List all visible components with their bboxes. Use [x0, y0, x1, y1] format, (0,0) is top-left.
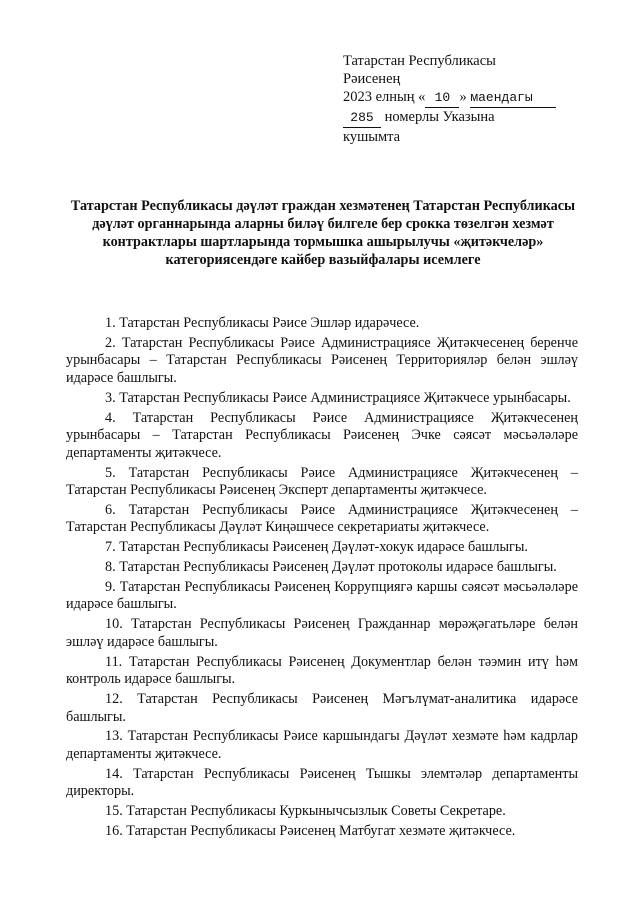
date-prefix: 2023 елның « — [343, 89, 426, 105]
list-item: 5. Татарстан Республикасы Рәисе Администрациясе Җитәкчесенең – Татарстан Республикасы Рәисенең Эксперт департаменты җитәкчесе. — [66, 464, 578, 499]
decree-month-field: маендагы — [470, 89, 556, 108]
list-item: 6. Татарстан Республикасы Рәисе Администрациясе Җитәкчесенең – Татарстан Республикасы Дәүләт Киңәшчесе секретариаты җитәкчесе. — [66, 501, 578, 536]
list-item: 11. Татарстан Республикасы Рәисенең Документлар белән тәэмин итү һәм контроль идарәсе башлыгы. — [66, 653, 578, 688]
positions-list — [66, 315, 578, 843]
list-item: 7. Татарстан Республикасы Рәисенең Дәүләт-хокук идарәсе башлыгы. — [105, 539, 528, 556]
header-line-president: Рәисенең — [343, 71, 401, 87]
header-line-appendix: кушымта — [343, 129, 401, 145]
list-item: 9. Татарстан Республикасы Рәисенең Коррупциягә каршы сәясәт мәсьәләләре идарәсе башлыгы. — [66, 578, 578, 613]
header-line-number — [343, 108, 556, 128]
list-item: 12. Татарстан Республикасы Рәисенең Мәгълүмат-аналитика идарәсе башлыгы. — [66, 690, 578, 725]
list-item: 4. Татарстан Республикасы Рәисе Администрациясе Җитәкчесенең урынбасары – Татарстан Республикасы Рәисенең Эчке сәясәт мәсьәләләре департаменты җитәкчесе. — [66, 409, 578, 461]
list-item: 16. Татарстан Республикасы Рәисенең Матбугат хезмәте җитәкчесе. — [105, 822, 516, 839]
list-item: 1. Татарстан Республикасы Рәисе Эшләр идарәчесе. — [105, 315, 420, 331]
list-item: 10. Татарстан Республикасы Рәисенең Гражданнар мөрәҗәгатьләре белән эшләү идарәсе башлыгы. — [66, 616, 578, 650]
list-item: 3. Татарстан Республикасы Рәисе Администрациясе Җитәкчесе урынбасары. — [105, 389, 571, 406]
header-line-date — [343, 88, 556, 108]
decree-number-field: 285 — [343, 109, 381, 128]
number-suffix: номерлы Указына — [384, 109, 495, 125]
list-item: 13. Татарстан Республикасы Рәисе каршындагы Дәүләт хезмәте һәм кадрлар департаменты җитәкчесе. — [66, 728, 578, 762]
decree-day-field: 10 — [425, 89, 459, 108]
appendix-header — [343, 52, 556, 146]
date-close-quote: » — [459, 89, 467, 105]
list-item: 15. Татарстан Республикасы Куркынычсызлык Советы Секретаре. — [105, 803, 506, 820]
header-line-republic: Татарстан Республикасы — [343, 53, 496, 69]
list-item: 8. Татарстан Республикасы Рәисенең Дәүләт протоколы идарәсе башлыгы. — [105, 559, 557, 576]
document-title: Татарстан Республикасы дәүләт граждан хезмәтенең Татарстан Республикасы дәүләт органнарында аларны биләү билгеле бер срокка төзелгән хезмәт контрактлары шартларында тормышка ашырылучы «җитәкчеләр» категориясендәге кайбер вазыйфалары исемлеге — [70, 198, 576, 268]
list-item: 2. Татарстан Республикасы Рәисе Администрациясе Җитәкчесенең беренче урынбасары – Татарстан Республикасы Рәисенең Территорияләр белән эшләү идарәсе башлыгы. — [66, 334, 578, 386]
list-item: 14. Татарстан Республикасы Рәисенең Тышкы элемтәләр департаменты директоры. — [66, 765, 578, 800]
